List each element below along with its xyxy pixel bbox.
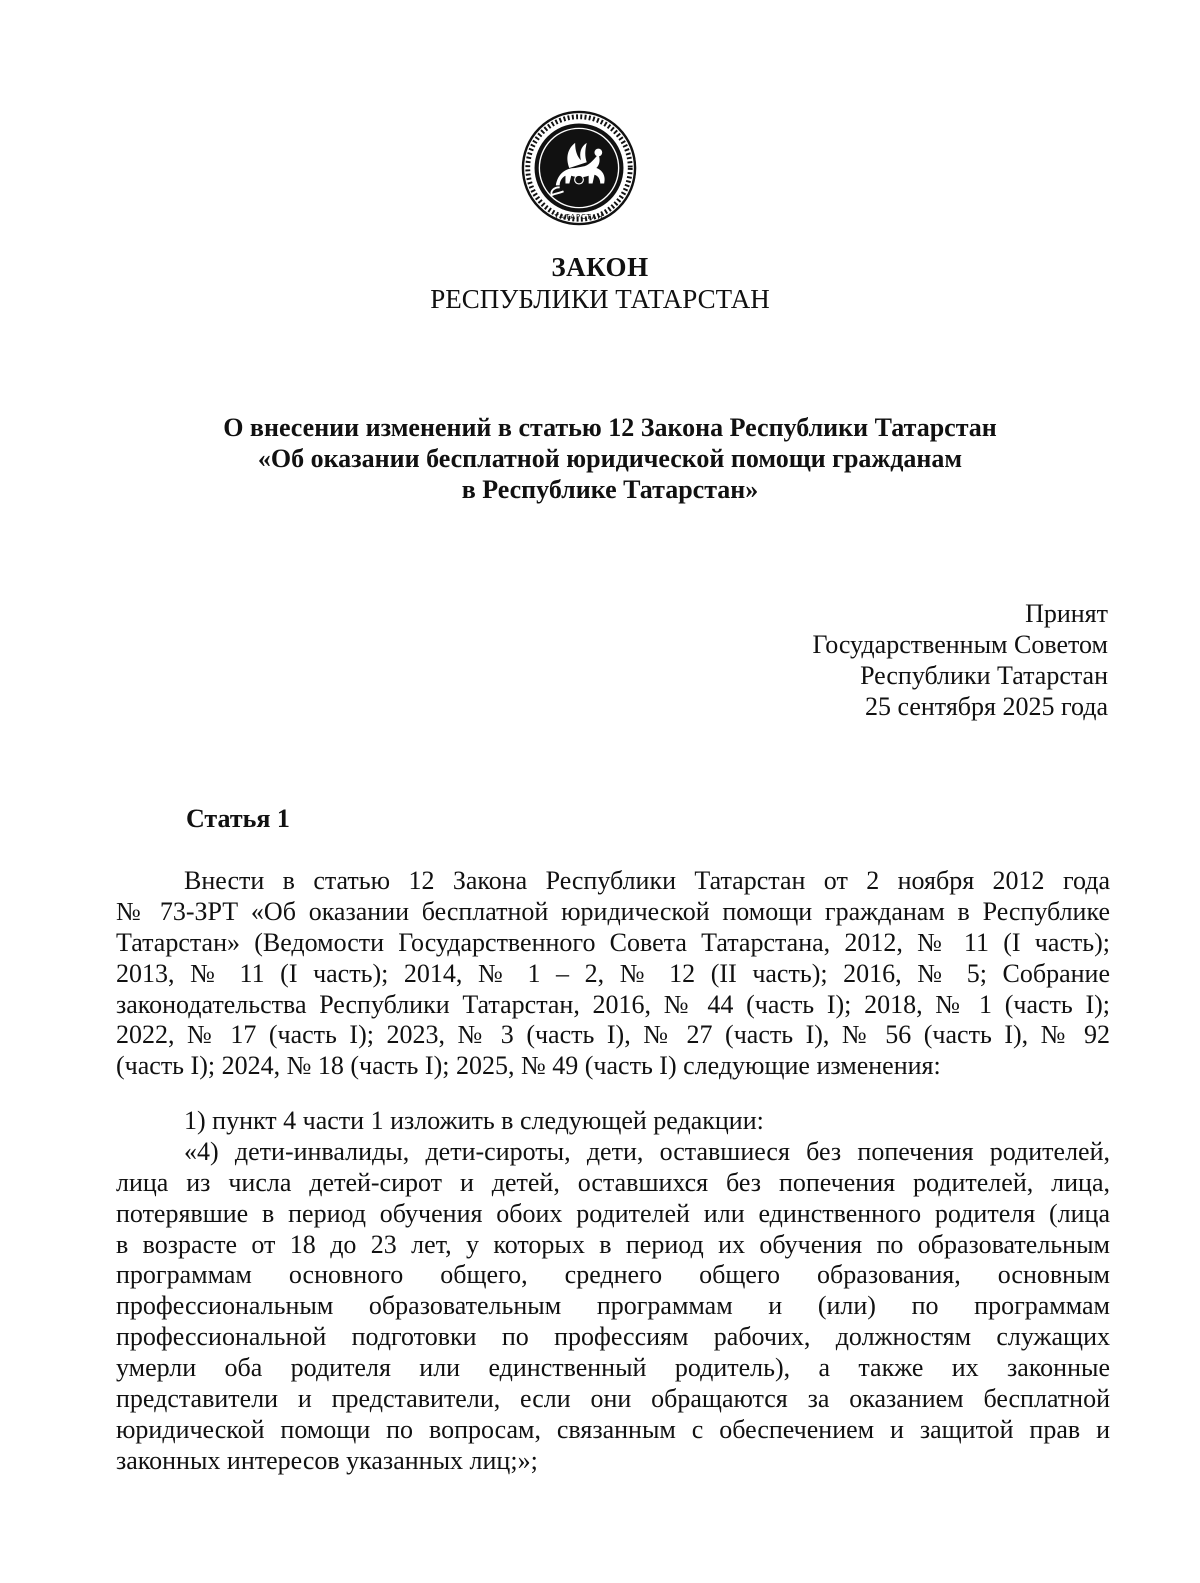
subject-line: О внесении изменений в статью 12 Закона Республики Татарстан	[223, 413, 997, 442]
text-line: в возрасте от 18 до 23 лет, у которых в период их обучения по образовательным	[116, 1229, 1110, 1259]
text-line: «4) дети-инвалиды, дети-сироты, дети, оставшиеся без попечения родителей,	[184, 1136, 1110, 1166]
adoption-date: 25 сентября 2025 года	[864, 692, 1108, 721]
article-heading: Статья 1	[186, 804, 290, 833]
text-line: профессиональной подготовки по профессиям рабочих, должностям служащих	[116, 1322, 1110, 1352]
text-line: программам основного общего, среднего общего образования, основным	[116, 1260, 1110, 1290]
text-line: Внести в статью 12 Закона Республики Татарстан от 2 ноября 2012 года	[184, 866, 1110, 895]
coat-of-arms-icon	[521, 110, 637, 226]
law-subject	[100, 412, 1120, 505]
law-title: ЗАКОН	[551, 252, 649, 282]
law-subtitle: РЕСПУБЛИКИ ТАТАРСТАН	[430, 284, 770, 314]
text-line: 2013, № 11 (I часть); 2014, № 1 – 2, № 12 (II часть); 2016, № 5; Собрание	[116, 958, 1110, 988]
text-line: представители и представители, если они обращаются за оказанием бесплатной	[116, 1384, 1110, 1414]
text-line: Татарстан» (Ведомости Государственного Совета Татарстана, 2012, № 11 (I часть);	[116, 927, 1110, 957]
adoption-line: Республики Татарстан	[860, 661, 1108, 690]
adoption-line: Принят	[1025, 599, 1108, 628]
text-line: профессиональным образовательным программам и (или) по программам	[116, 1291, 1110, 1321]
text-line: умерли оба родителя или единственный родитель), а также их законные	[116, 1353, 1110, 1383]
adoption-block	[812, 598, 1108, 722]
text-line: (часть I); 2024, № 18 (часть I); 2025, № 49 (часть I) следующие изменения:	[116, 1051, 941, 1081]
text-line: законодательства Республики Татарстан, 2016, № 44 (часть I); 2018, № 1 (часть I);	[116, 989, 1110, 1019]
text-line: юридической помощи по вопросам, связанным с обеспечением и защитой прав и	[116, 1414, 1110, 1444]
article-intro-paragraph	[116, 866, 1110, 1082]
text-line: № 73-ЗРТ «Об оказании бесплатной юридической помощи гражданам в Республике	[116, 896, 1110, 926]
subject-line: «Об оказании бесплатной юридической помощи гражданам	[257, 444, 963, 473]
adoption-line: Государственным Советом	[812, 630, 1108, 659]
text-line: потерявшие в период обучения обоих родителей или единственного родителя (лица	[116, 1198, 1110, 1228]
text-line: 2022, № 17 (часть I); 2023, № 3 (часть I), № 27 (часть I), № 56 (часть I), № 92	[116, 1020, 1110, 1050]
text-line: законных интересов указанных лиц;»;	[116, 1445, 538, 1475]
text-line: лица из числа детей-сирот и детей, оставшихся без попечения родителей, лица,	[116, 1167, 1110, 1197]
text-line: 1) пункт 4 части 1 изложить в следующей редакции:	[184, 1106, 764, 1135]
subject-line: в Республике Татарстан»	[461, 475, 759, 504]
article-item-1	[116, 1106, 1110, 1477]
svg-text:ТАТАРСТАН: ТАТАРСТАН	[554, 213, 604, 222]
